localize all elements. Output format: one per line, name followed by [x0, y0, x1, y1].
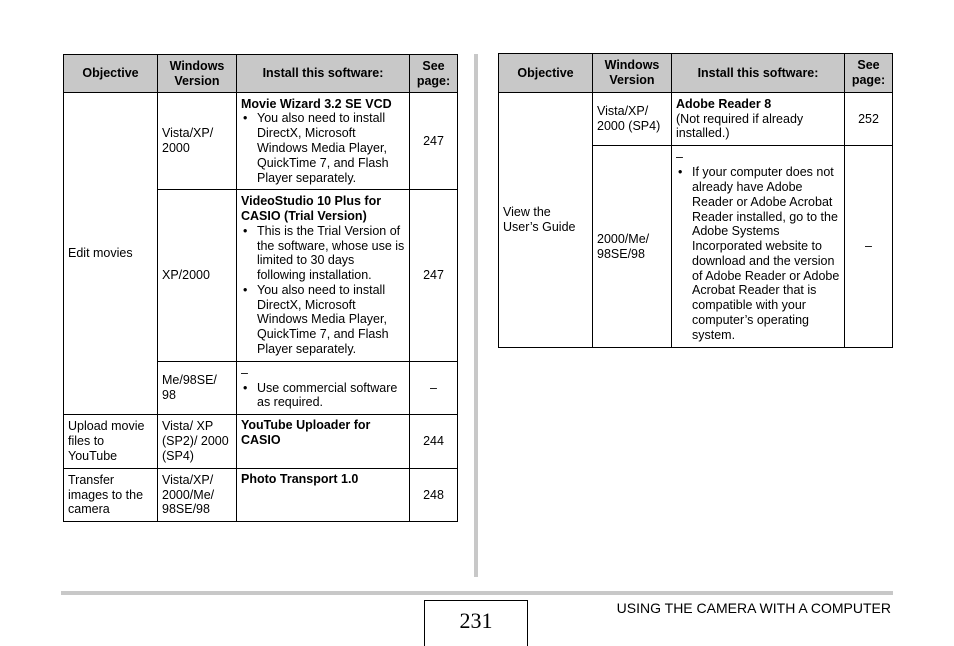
- objective-cell: Edit movies: [64, 93, 158, 415]
- version-cell: 2000/Me/ 98SE/98: [593, 146, 672, 348]
- note-item: • Use commercial software as required.: [241, 381, 405, 411]
- software-cell: [237, 93, 410, 190]
- table-header-row: [64, 55, 458, 93]
- column-divider: [474, 54, 478, 577]
- version-cell: Vista/ XP (SP2)/ 2000 (SP4): [158, 415, 237, 469]
- software-cell: [237, 469, 410, 522]
- version-cell: Me/98SE/ 98: [158, 362, 237, 415]
- table-row: [64, 415, 458, 469]
- software-title: VideoStudio 10 Plus for CASIO (Trial Version): [241, 194, 382, 223]
- page-ref-cell: –: [410, 362, 458, 415]
- table-header-row: [499, 54, 893, 93]
- page-ref-cell: 247: [410, 190, 458, 362]
- note-list: [241, 111, 405, 185]
- version-cell: XP/2000: [158, 190, 237, 362]
- header-objective: Objective: [499, 54, 593, 93]
- table-row: [64, 469, 458, 522]
- page-ref-cell: 248: [410, 469, 458, 522]
- section-title: USING THE CAMERA WITH A COMPUTER: [616, 600, 891, 616]
- dash-text: –: [676, 150, 683, 165]
- software-cell: [237, 415, 410, 469]
- software-title: Adobe Reader 8: [676, 96, 772, 111]
- version-cell: Vista/XP/ 2000: [158, 93, 237, 190]
- table-row: [499, 93, 893, 146]
- note-item: • This is the Trial Version of the software, whose use is limited to 30 days following installation.: [241, 224, 405, 283]
- objective-cell: Transfer images to the camera: [64, 469, 158, 522]
- header-objective: Objective: [64, 55, 158, 93]
- software-note: (Not required if already installed.): [676, 111, 804, 141]
- software-cell: [672, 93, 845, 146]
- header-windows-version: Windows Version: [593, 54, 672, 93]
- software-cell: [237, 190, 410, 362]
- note-item: • If your computer does not already have Adobe Reader or Adobe Acrobat Reader installed, go to the Adobe Systems Incorporated website to download and the version of Adobe Reader or Adobe Acrobat Reader that is compatible with your computer’s operating system.: [676, 165, 840, 343]
- dash-text: –: [241, 365, 248, 380]
- page-ref-cell: 252: [845, 93, 893, 146]
- footer-rule: [61, 591, 893, 595]
- note-item: • You also need to install DirectX, Microsoft Windows Media Player, QuickTime 7, and Flash Player separately.: [241, 111, 405, 185]
- page-ref-cell: 244: [410, 415, 458, 469]
- header-see-page: See page:: [845, 54, 893, 93]
- software-title: YouTube Uploader for CASIO: [241, 418, 371, 447]
- software-cell: [237, 362, 410, 415]
- page-number: 231: [424, 600, 528, 646]
- note-list: [241, 224, 405, 357]
- version-cell: Vista/XP/ 2000/Me/ 98SE/98: [158, 469, 237, 522]
- version-cell: Vista/XP/ 2000 (SP4): [593, 93, 672, 146]
- objective-cell: Upload movie files to YouTube: [64, 415, 158, 469]
- note-item: • You also need to install DirectX, Microsoft Windows Media Player, QuickTime 7, and Flash Player separately.: [241, 283, 405, 357]
- software-title: Movie Wizard 3.2 SE VCD: [241, 96, 392, 111]
- note-list: [241, 381, 405, 411]
- header-see-page: See page:: [410, 55, 458, 93]
- note-list: [676, 165, 840, 343]
- software-title: Photo Transport 1.0: [241, 472, 359, 486]
- header-install: Install this software:: [237, 55, 410, 93]
- software-table-right: [498, 53, 893, 348]
- header-install: Install this software:: [672, 54, 845, 93]
- header-windows-version: Windows Version: [158, 55, 237, 93]
- software-table-left: [63, 54, 458, 522]
- table-row: [64, 93, 458, 190]
- objective-cell: View the User’s Guide: [499, 93, 593, 348]
- page-ref-cell: –: [845, 146, 893, 348]
- page-ref-cell: 247: [410, 93, 458, 190]
- software-cell: [672, 146, 845, 348]
